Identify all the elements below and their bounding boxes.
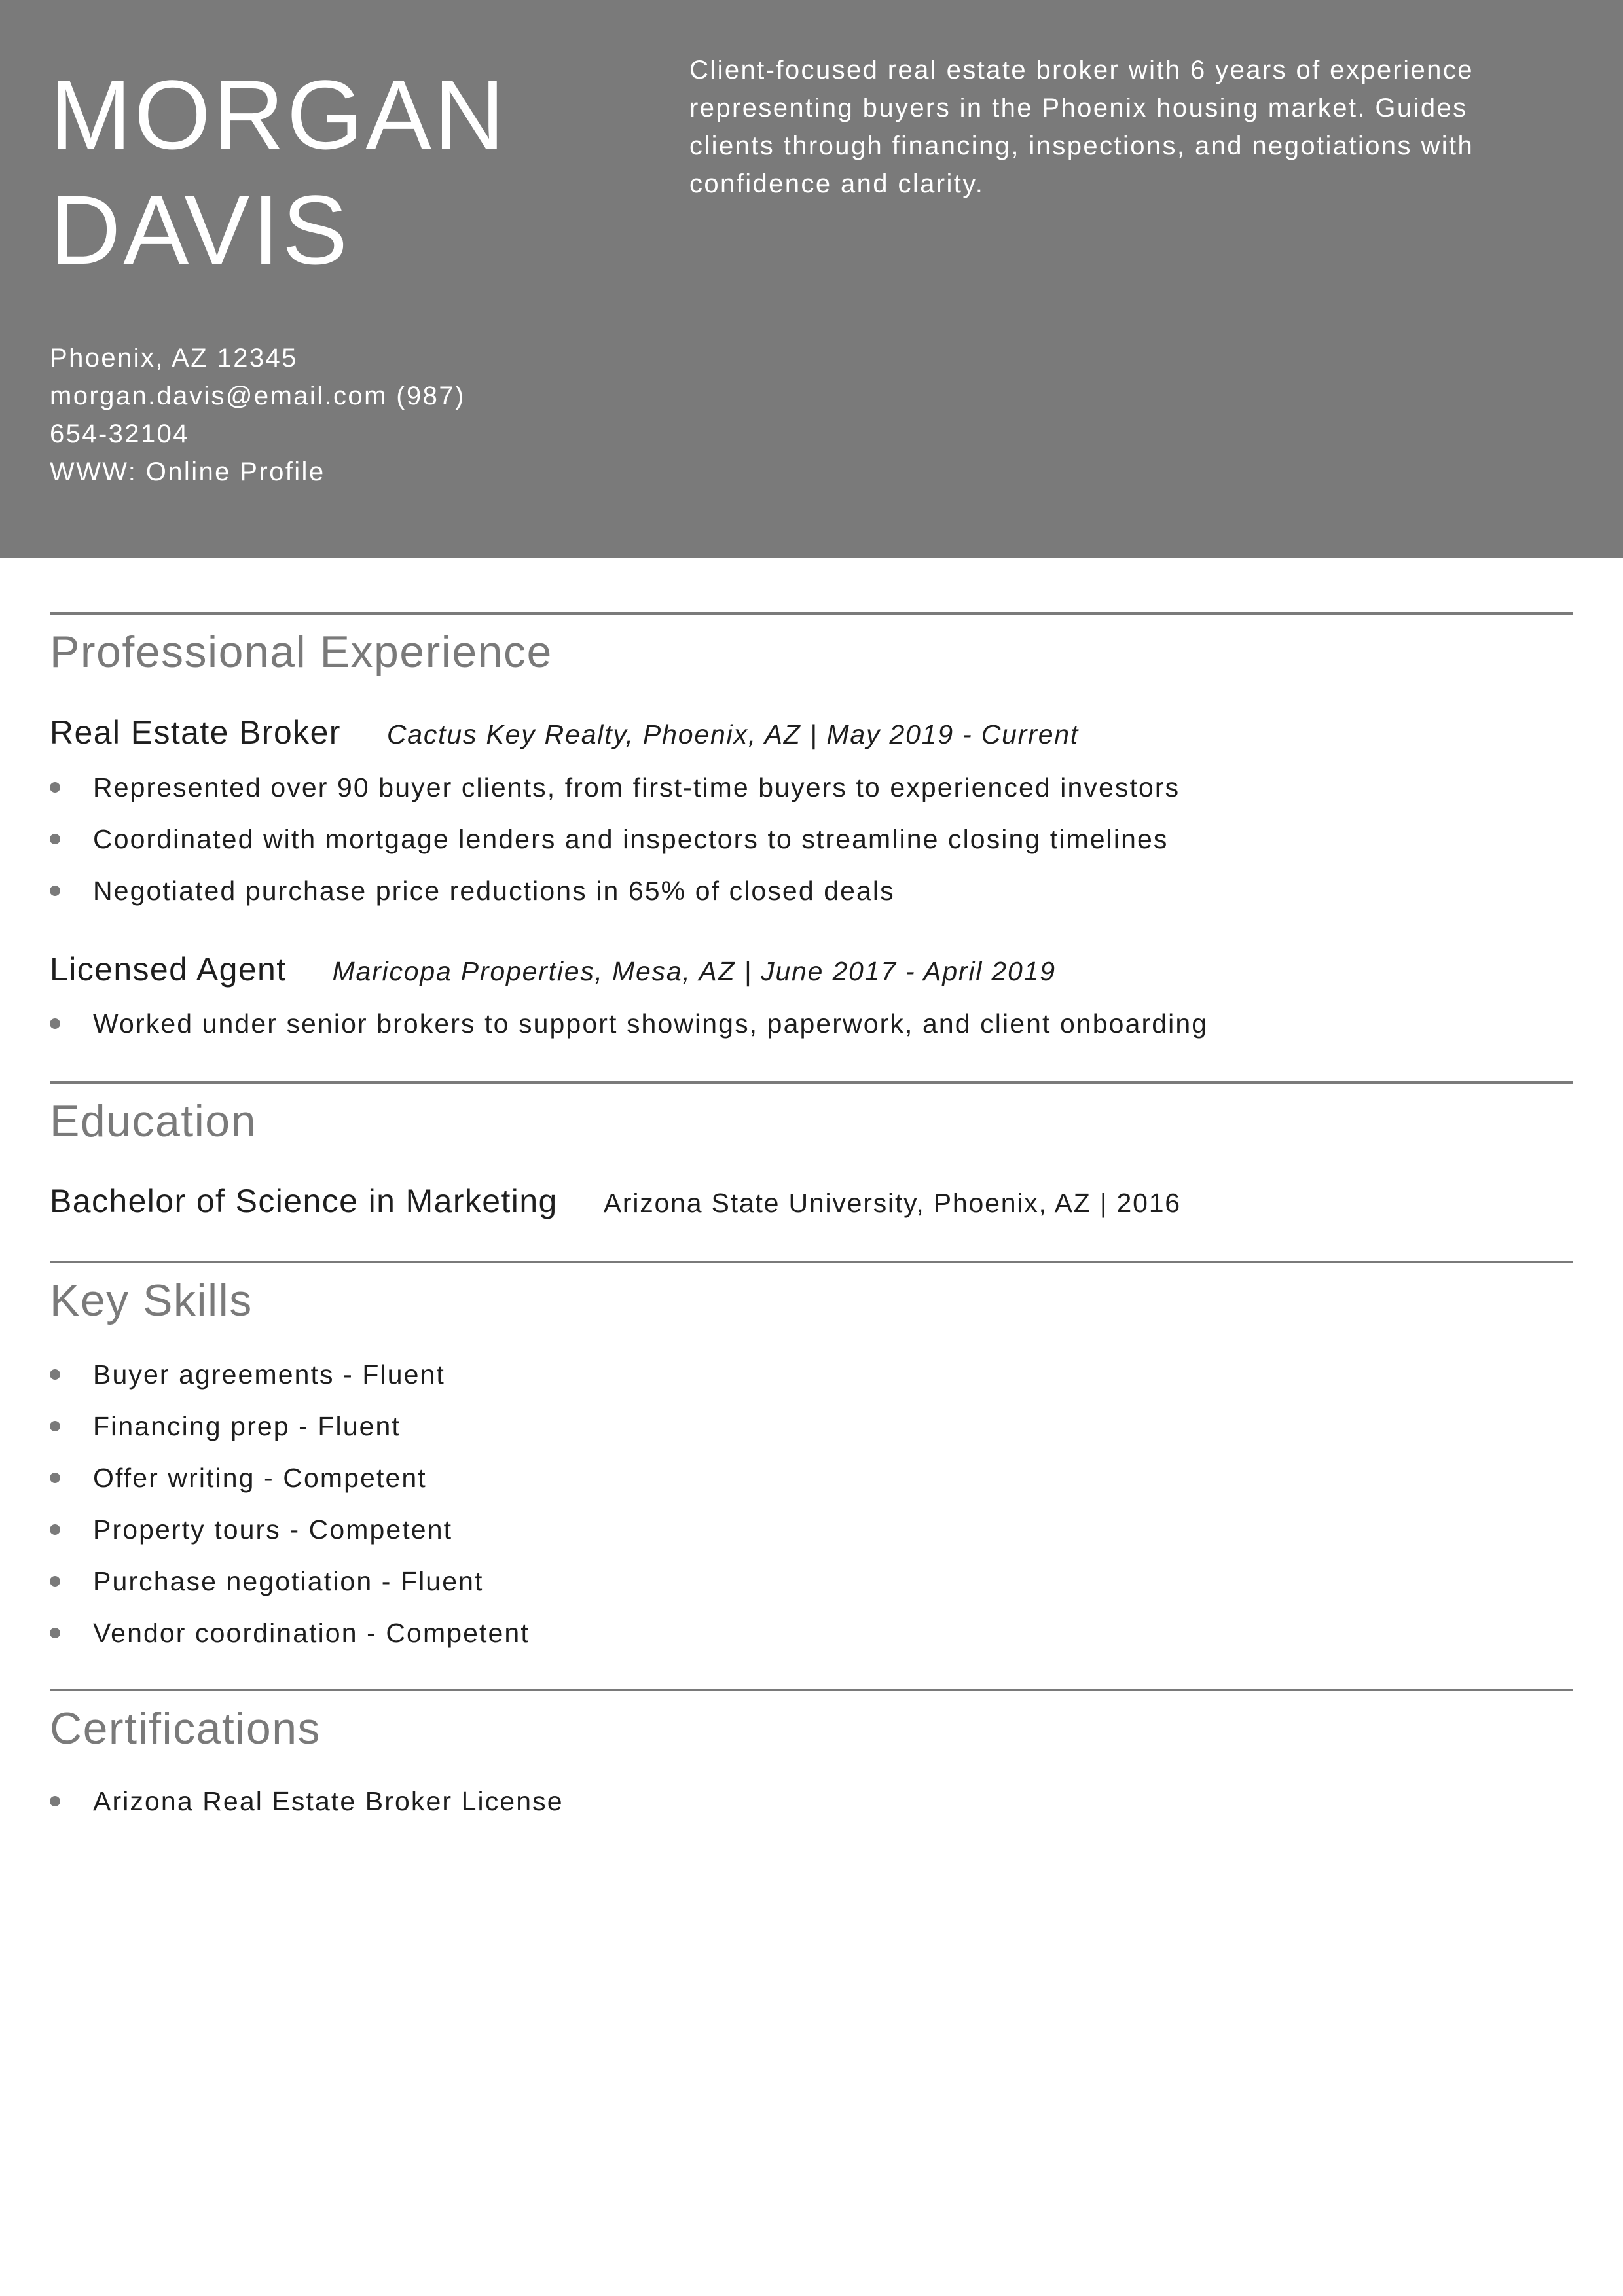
contact-phone: 654-32104 [50, 420, 189, 448]
skill-text: Vendor coordination - Competent [93, 1618, 530, 1648]
bullet-icon [50, 1576, 60, 1587]
section-divider [50, 612, 1573, 615]
section-divider [50, 1081, 1573, 1084]
section-title-skills: Key Skills [50, 1276, 253, 1325]
bullet-icon [50, 1018, 60, 1029]
skill-text: Financing prep - Fluent [93, 1411, 401, 1441]
certification-text: Arizona Real Estate Broker License [93, 1786, 564, 1816]
education-heading [50, 1182, 1181, 1220]
skill-text: Buyer agreements - Fluent [93, 1359, 445, 1390]
section-title-certifications: Certifications [50, 1704, 321, 1753]
job-meta: Cactus Key Realty, Phoenix, AZ | May 2019 - Current [386, 719, 1080, 749]
skill-text: Property tours - Competent [93, 1515, 453, 1545]
bullet-icon [50, 1473, 60, 1483]
skill-text: Purchase negotiation - Fluent [93, 1566, 484, 1596]
bullet-text: Worked under senior brokers to support showings, paperwork, and client onboarding [93, 1009, 1209, 1039]
job-role: Licensed Agent [50, 951, 287, 988]
section-title-experience: Professional Experience [50, 627, 553, 677]
contact-block [50, 339, 521, 491]
section-divider [50, 1261, 1573, 1263]
bullet-icon [50, 1369, 60, 1380]
bullet-text: Represented over 90 buyer clients, from first-time buyers to experienced investors [93, 772, 1180, 802]
bullet-icon [50, 886, 60, 896]
skill-text: Offer writing - Competent [93, 1463, 427, 1493]
section-title-education: Education [50, 1096, 257, 1146]
bullet-icon [50, 1421, 60, 1431]
education-meta: Arizona State University, Phoenix, AZ | 2016 [603, 1188, 1181, 1218]
profile-summary: Client-focused real estate broker with 6 years of experience representing buyers in the Phoenix housing market. Guides clients through financing, inspections, and negotiations with confidence and clarity. [689, 56, 1474, 198]
bullet-icon [50, 782, 60, 793]
bullet-icon [50, 834, 60, 844]
bullet-text: Negotiated purchase price reductions in 65% of closed deals [93, 876, 895, 906]
resume-header [0, 0, 1623, 558]
contact-location: Phoenix, AZ 12345 [50, 344, 298, 372]
bullet-icon [50, 1628, 60, 1638]
last-name: DAVIS [50, 175, 351, 285]
job-role: Real Estate Broker [50, 714, 341, 751]
section-divider [50, 1689, 1573, 1691]
bullet-icon [50, 1796, 60, 1806]
contact-email-phone: morgan.davis@email.com (987) [50, 382, 465, 410]
job-meta: Maricopa Properties, Mesa, AZ | June 2017 - April 2019 [332, 956, 1056, 986]
bullet-icon [50, 1524, 60, 1535]
contact-website: WWW: Online Profile [50, 457, 325, 486]
bullet-text: Coordinated with mortgage lenders and inspectors to streamline closing timelines [93, 824, 1169, 854]
degree: Bachelor of Science in Marketing [50, 1183, 558, 1219]
job-heading [50, 950, 1056, 988]
job-heading [50, 713, 1079, 751]
first-name: MORGAN [50, 60, 507, 170]
